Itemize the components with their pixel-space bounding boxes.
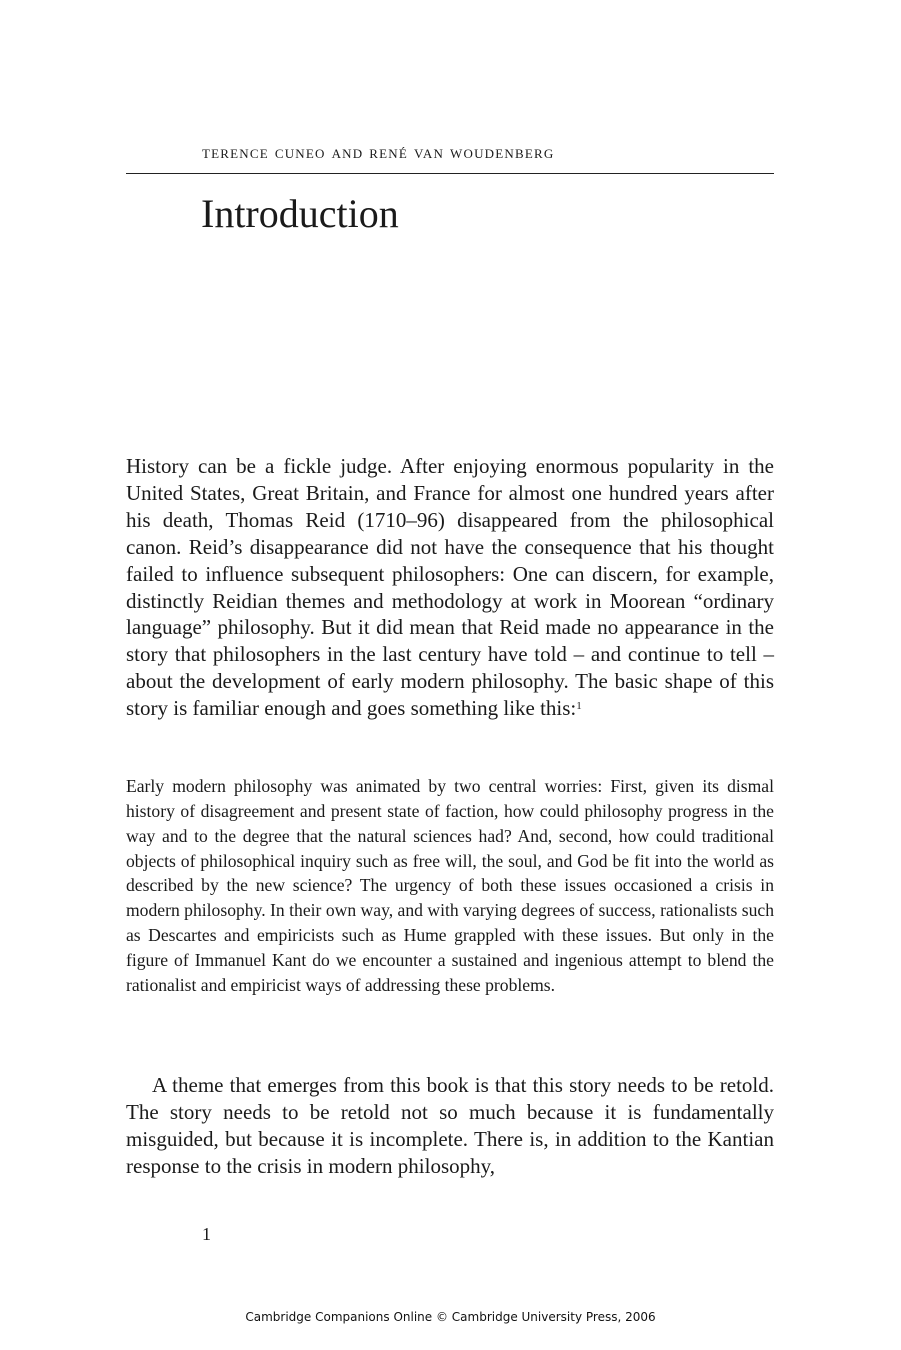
header-rule (126, 173, 774, 174)
footnote-marker[interactable]: 1 (576, 700, 582, 713)
body-paragraph-2: A theme that emerges from this book is that this story needs to be retold. The story needs to be retold not so much because it is fundamentally misguided, but because it is incomplete. There is, in addition to the Kantian response to the crisis in modern philosophy, (126, 1073, 774, 1178)
running-head: terence cuneo and rené van woudenberg (202, 142, 555, 163)
chapter-title: Introduction (201, 191, 399, 236)
page-number: 1 (202, 1224, 211, 1244)
block-quote: Early modern philosophy was animated by two central worries: First, given its dismal history of disagreement and present state of faction, how could philosophy progress in the way and to the degree that the natural sciences had? And, second, how could traditional objects of philosophical inquiry such as free will, the soul, and God be fit into the world as described by the new science? The urgency of both these issues occasioned a crisis in modern philosophy. In their own way, and with varying degrees of success, rationalists such as Descartes and empiricists such as Hume grappled with these issues. But only in the figure of Immanuel Kant do we encounter a sustained and ingenious attempt to blend the rationalist and empiricist ways of addressing these problems. (126, 776, 774, 995)
paragraph-1-text: History can be a fickle judge. After enjoying enormous popularity in the United States, Great Britain, and France for almost one hundred years after his death, Thomas Reid (1710–96) disappeared from the philosophical canon. Reid’s disappearance did not have the consequence that his thought failed to influence subsequent philosophers: One can discern, for example, distinctly Reidian themes and methodology at work in Moorean “ordinary language” philosophy. But it did mean that Reid made no appearance in the story that philosophers in the last century have told – and continue to tell – about the development of early modern philosophy. The basic shape of this story is familiar enough and goes something like this: (126, 454, 774, 721)
copyright-footer: Cambridge Companions Online © Cambridge University Press, 2006 (245, 1310, 656, 1324)
body-paragraph-1 (126, 453, 774, 722)
